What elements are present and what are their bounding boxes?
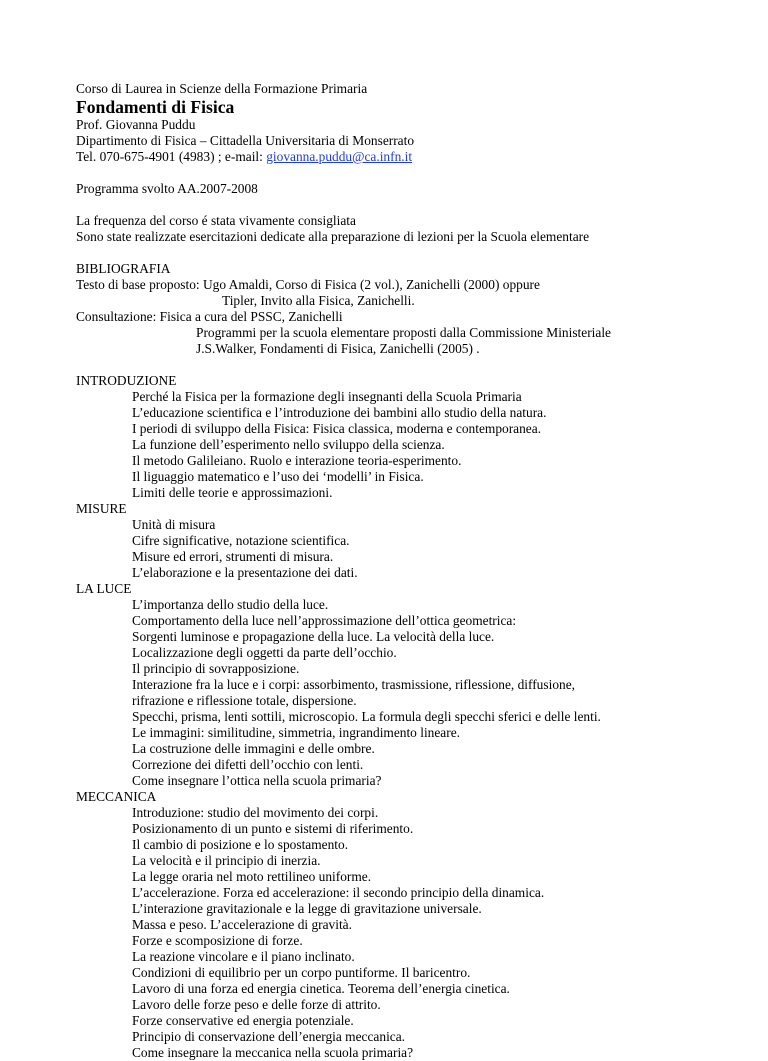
topic-item: L’accelerazione. Forza ed accelerazione: il secondo principio della dinamica. [132,885,545,900]
topic-item: Unità di misura [132,517,216,532]
topic-item: Il metodo Galileiano. Ruolo e interazione teoria-esperimento. [132,453,462,468]
topic-item: Posizionamento di un punto e sistemi di riferimento. [132,821,414,836]
topic-item: La funzione dell’esperimento nello sviluppo della scienza. [132,437,445,452]
bibliography-consultation-item: Programmi per la scuola elementare proposti dalla Commissione Ministeriale [196,325,612,340]
topic-item: La reazione vincolare e il piano inclinato. [132,949,355,964]
topic-item: Il liguaggio matematico e l’uso dei ‘modelli’ in Fisica. [132,469,424,484]
topic-item: L’interazione gravitazionale e la legge di gravitazione universale. [132,901,482,916]
page-title: Fondamenti di Fisica [76,97,235,117]
topic-item: La costruzione delle immagini e delle ombre. [132,741,375,756]
section-topic-list [76,517,716,581]
topic-item: Condizioni di equilibrio per un corpo puntiforme. Il baricentro. [132,965,471,980]
topic-item: Misure ed errori, strumenti di misura. [132,549,334,564]
topic-item: La velocità e il principio di inerzia. [132,853,321,868]
topic-item: Principio di conservazione dell’energia meccanica. [132,1029,406,1044]
professor-name: Prof. Giovanna Puddu [76,117,196,132]
topic-item: Come insegnare la meccanica nella scuola primaria? [132,1045,414,1060]
bibliography-heading: BIBLIOGRAFIA [76,261,171,276]
phone-text: Tel. 070-675-4901 (4983) ; e-mail: [76,149,267,164]
section-heading: MISURE [76,501,127,516]
section-heading: INTRODUZIONE [76,373,177,388]
topic-item: La legge oraria nel moto rettilineo uniforme. [132,869,372,884]
section-topic-list [76,597,716,789]
topic-item: rifrazione e riflessione totale, dispersione. [132,693,357,708]
topic-item: Cifre significative, notazione scientifica. [132,533,350,548]
topic-item: Forze conservative ed energia potenziale. [132,1013,354,1028]
note-attendance: La frequenza del corso é stata vivamente consigliata [76,213,356,228]
document-page [76,81,716,1061]
topic-item: Specchi, prisma, lenti sottili, microscopio. La formula degli specchi sferici e delle lenti. [132,709,601,724]
contact-line [76,149,716,165]
topic-item: Comportamento della luce nell’approssimazione dell’ottica geometrica: [132,613,517,628]
bibliography-base-text-alt: Tipler, Invito alla Fisica, Zanichelli. [222,293,415,308]
topic-item: Lavoro delle forze peso e delle forze di attrito. [132,997,381,1012]
topic-item: Lavoro di una forza ed energia cinetica. Teorema dell’energia cinetica. [132,981,510,996]
program-year: Programma svolto AA.2007-2008 [76,181,258,196]
topic-item: L’educazione scientifica e l’introduzione dei bambini allo studio della natura. [132,405,547,420]
topic-item: L’importanza dello studio della luce. [132,597,329,612]
section-topic-list [76,805,716,1061]
topic-item: I periodi di sviluppo della Fisica: Fisica classica, moderna e contemporanea. [132,421,542,436]
spacer [76,245,716,261]
email-link[interactable]: giovanna.puddu@ca.infn.it [266,149,413,164]
course-name: Corso di Laurea in Scienze della Formazione Primaria [76,81,368,96]
spacer [76,165,716,181]
bibliography-base-text: Testo di base proposto: Ugo Amaldi, Corso di Fisica (2 vol.), Zanichelli (2000) oppure [76,277,540,292]
spacer [76,197,716,213]
bibliography-consultation: Consultazione: Fisica a cura del PSSC, Zanichelli [76,309,343,324]
topics [76,373,716,1061]
topic-item: Massa e peso. L’accelerazione di gravità. [132,917,352,932]
topic-item: Sorgenti luminose e propagazione della luce. La velocità della luce. [132,629,495,644]
topic-item: Interazione fra la luce e i corpi: assorbimento, trasmissione, riflessione, diffusione, [132,677,575,692]
section-heading: LA LUCE [76,581,132,596]
topic-item: L’elaborazione e la presentazione dei dati. [132,565,358,580]
note-exercises: Sono state realizzate esercitazioni dedicate alla preparazione di lezioni per la Scuola elementare [76,229,590,244]
topic-item: Forze e scomposizione di forze. [132,933,303,948]
topic-item: Il cambio di posizione e lo spostamento. [132,837,349,852]
department: Dipartimento di Fisica – Cittadella Universitaria di Monserrato [76,133,415,148]
topic-item: Introduzione: studio del movimento dei corpi. [132,805,379,820]
topic-item: Correzione dei difetti dell’occhio con lenti. [132,757,364,772]
topic-item: Come insegnare l’ottica nella scuola primaria? [132,773,382,788]
topic-item: Perché la Fisica per la formazione degli insegnanti della Scuola Primaria [132,389,522,404]
section-topic-list [76,389,716,501]
topic-item: Le immagini: similitudine, simmetria, ingrandimento lineare. [132,725,460,740]
spacer [76,357,716,373]
section-heading: MECCANICA [76,789,157,804]
topic-item: Localizzazione degli oggetti da parte dell’occhio. [132,645,397,660]
bibliography-consultation-item: J.S.Walker, Fondamenti di Fisica, Zanichelli (2005) . [196,341,480,356]
topic-item: Il principio di sovrapposizione. [132,661,300,676]
topic-item: Limiti delle teorie e approssimazioni. [132,485,333,500]
